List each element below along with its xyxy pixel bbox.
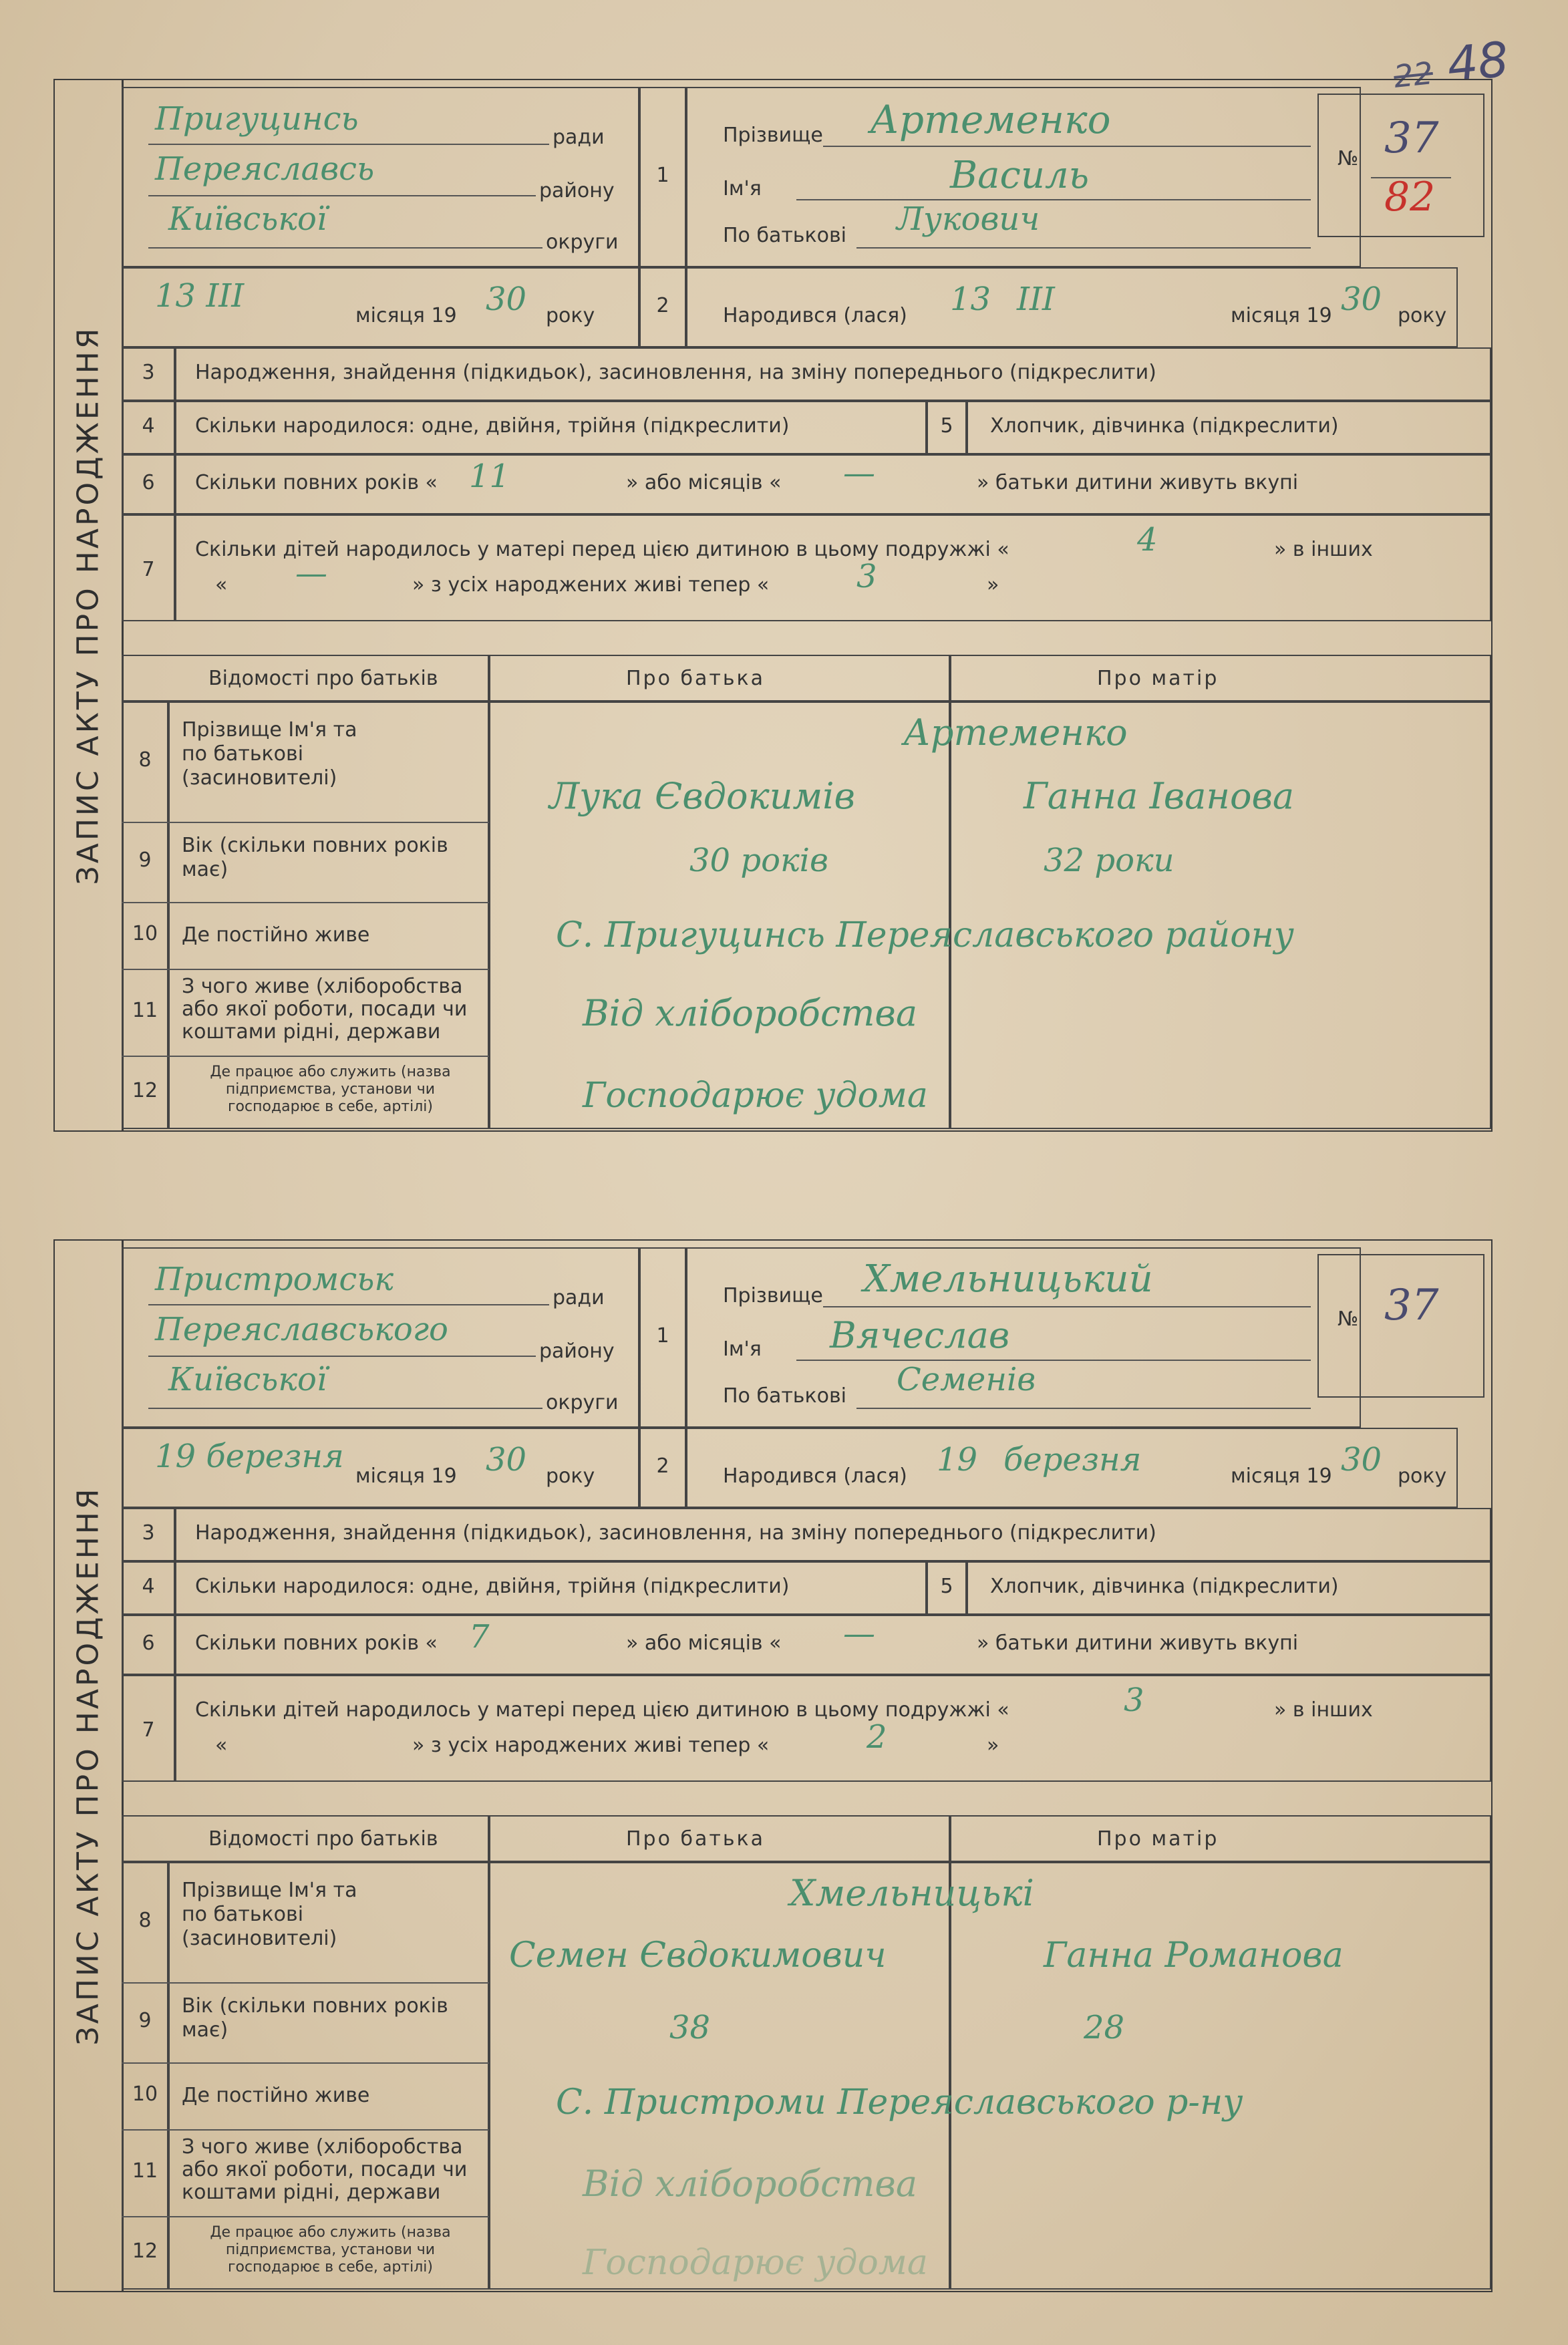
row-number: 4 — [142, 1575, 155, 1598]
row6-months: — — [843, 1615, 875, 1652]
row-number: 10 — [132, 2082, 158, 2106]
row9-father: 38 — [669, 2009, 711, 2046]
born-year: 30 — [1341, 281, 1382, 318]
name-label: Ім'я — [723, 177, 762, 200]
raion-value: Переяславсь — [155, 150, 375, 188]
row-number: 12 — [132, 1079, 158, 1102]
parents-header-mother: Про матір — [1097, 667, 1219, 690]
born-month: ІІІ — [1017, 281, 1055, 318]
parents-header-col3 — [950, 1815, 1491, 1862]
born-month: березня — [1003, 1441, 1142, 1478]
page-number: 48 — [1444, 31, 1511, 94]
row6-text-c: » батьки дитини живуть вкупі — [977, 1631, 1299, 1655]
row11-label: З чого живе (хліборобства або якої роботи, посади чи коштами рідні, держави — [182, 2135, 468, 2204]
row12-value: Господарює удома — [583, 2243, 928, 2283]
row-number: 1 — [656, 164, 669, 187]
raion-label: району — [539, 1340, 615, 1363]
born-day: 13 — [950, 281, 991, 318]
patronymic-label: По батькові — [723, 1384, 846, 1408]
row-number: 3 — [142, 1521, 155, 1545]
rada-label: ради — [553, 126, 605, 149]
row3-text: Народження, знайдення (підкидьок), засиновлення, на зміну попереднього (підкреслити) — [195, 1521, 1156, 1545]
row-number: 2 — [656, 294, 669, 317]
surname-label: Прізвище — [723, 124, 823, 147]
row12-label: Де працює або служить (назва підприємства, установи чи господарює в себе, артілі) — [210, 2224, 451, 2276]
row7-text-c: « — [215, 1734, 228, 1757]
surname-value: Артеменко — [870, 97, 1111, 142]
underline — [856, 247, 1311, 249]
surname-label: Прізвище — [723, 1284, 823, 1307]
side-title-panel — [55, 1241, 124, 2291]
row9-mother: 28 — [1084, 2009, 1125, 2046]
row8-mother: Ганна Романова — [1044, 1935, 1344, 1976]
row7-text-e: » — [987, 1734, 999, 1757]
row-number: 2 — [656, 1454, 669, 1478]
row9-mother: 32 роки — [1044, 842, 1174, 879]
born-month-label: місяця 19 — [1231, 1464, 1332, 1488]
row5-text: Хлопчик, дівчинка (підкреслити) — [990, 1575, 1339, 1598]
row11-label: З чого живе (хліборобства або якої роботи, посади чи коштами рідні, держави — [182, 975, 468, 1044]
reg-month-label: місяця 19 — [355, 304, 457, 327]
row-number: 11 — [132, 999, 158, 1022]
row7-count: 4 — [1137, 521, 1158, 559]
row-divider — [122, 2129, 489, 2131]
row7-text-a: Скільки дітей народилось у матері перед цією дитиною в цьому подружжі « — [195, 538, 1009, 561]
side-title: ЗАПИС АКТУ ПРО НАРОДЖЕННЯ — [71, 325, 106, 885]
underline — [856, 1408, 1311, 1409]
parents-header-father: Про батька — [626, 1827, 766, 1851]
record-number-red: 82 — [1384, 174, 1436, 220]
row7-cell — [175, 1675, 1491, 1782]
crossed-out-number: 22 — [1392, 55, 1435, 95]
parents-header-mother: Про матір — [1097, 1827, 1219, 1851]
row-number: 11 — [132, 2159, 158, 2183]
row4-text: Скільки народилося: одне, двійня, трійня (підкреслити) — [195, 414, 790, 438]
parents-header-col3 — [950, 655, 1491, 701]
record-number: 37 — [1384, 114, 1439, 163]
reg-year: 30 — [486, 1441, 527, 1478]
row-number: 9 — [138, 2009, 152, 2032]
row8-label: Прізвище Ім'я та по батькові (засиновителі) — [182, 718, 357, 790]
born-label: Народився (лася) — [723, 304, 907, 327]
reg-day-month: 19 березня — [155, 1438, 344, 1475]
record-number: 37 — [1384, 1281, 1439, 1330]
rada-label: ради — [553, 1286, 605, 1309]
parents-header-info: Відомості про батьків — [208, 1827, 438, 1851]
row-divider — [122, 2216, 489, 2217]
row7-alive: 3 — [856, 558, 877, 595]
row8-label: Прізвище Ім'я та по батькові (засиновителі) — [182, 1879, 357, 1950]
row7-text-e: » — [987, 573, 999, 597]
row6-years: 11 — [469, 458, 510, 495]
underline — [796, 1360, 1311, 1361]
born-year-label: року — [1398, 1464, 1447, 1488]
row11-value: Від хліборобства — [583, 2163, 918, 2205]
name-label: Ім'я — [723, 1338, 762, 1361]
born-label: Народився (лася) — [723, 1464, 907, 1488]
reg-day-month: 13 ІІІ — [155, 277, 245, 315]
row6-text-b: » або місяців « — [626, 1631, 782, 1655]
row4-text: Скільки народилося: одне, двійня, трійня (підкреслити) — [195, 1575, 790, 1598]
row10-value: С. Пригуцинсь Переяславського району — [556, 915, 1294, 955]
row7-text-c: « — [215, 573, 228, 597]
row8-surname: Хмельницькі — [790, 1872, 1034, 1914]
row-number: 8 — [138, 1909, 152, 1932]
underline — [148, 1408, 542, 1409]
patronymic-label: По батькові — [723, 224, 846, 247]
underline — [148, 1304, 549, 1305]
side-title: ЗАПИС АКТУ ПРО НАРОДЖЕННЯ — [71, 1486, 106, 2046]
reg-year-label: року — [546, 1464, 595, 1488]
row-divider — [122, 1982, 489, 1984]
number-label: № — [1338, 1307, 1359, 1331]
born-year-label: року — [1398, 304, 1447, 327]
row8-mother: Ганна Іванова — [1024, 775, 1295, 817]
number-label: № — [1338, 147, 1359, 170]
born-day: 19 — [937, 1441, 978, 1478]
row9-label: Вік (скільки повних років має) — [182, 1994, 448, 2042]
row6-text-c: » батьки дитини живуть вкупі — [977, 471, 1299, 494]
row8-father: Лука Євдокимів — [549, 775, 855, 817]
row-number: 5 — [940, 1575, 953, 1598]
row8-surname: Артеменко — [903, 712, 1128, 754]
row-number: 6 — [142, 1631, 155, 1655]
okruha-label: округи — [546, 1391, 619, 1414]
parents-header-father: Про батька — [626, 667, 766, 690]
patronymic-value: Семенів — [897, 1361, 1036, 1398]
name-value: Василь — [950, 154, 1090, 197]
row9-father: 30 років — [689, 842, 828, 879]
okruha-value: Київської — [168, 200, 327, 238]
okruha-label: округи — [546, 230, 619, 254]
row7-cell — [175, 514, 1491, 621]
row8-father: Семен Євдокимович — [509, 1935, 887, 1976]
row-number: 7 — [142, 558, 155, 581]
birth-record-form-2 — [53, 1239, 1493, 2292]
row-number: 7 — [142, 1718, 155, 1742]
reg-month-label: місяця 19 — [355, 1464, 457, 1488]
reg-year-label: року — [546, 304, 595, 327]
underline — [823, 146, 1311, 147]
okruha-value: Київської — [168, 1361, 327, 1398]
row-number: 8 — [138, 748, 152, 772]
underline — [148, 247, 542, 249]
birth-record-form-1 — [53, 79, 1493, 1132]
raion-value: Переяславського — [155, 1311, 448, 1348]
row-number: 6 — [142, 471, 155, 494]
row7-alive: 2 — [867, 1718, 887, 1756]
row-number: 9 — [138, 848, 152, 872]
row6-months: — — [843, 454, 875, 492]
row6-years: 7 — [469, 1618, 490, 1656]
row-number: 5 — [940, 414, 953, 438]
underline — [148, 195, 536, 196]
row10-label: Де постійно живе — [182, 923, 370, 947]
reg-year: 30 — [486, 281, 527, 318]
row7-text-d: » з усіх народжених живі тепер « — [412, 573, 770, 597]
born-year: 30 — [1341, 1441, 1382, 1478]
row7-other: — — [295, 555, 327, 592]
parents-header-info: Відомості про батьків — [208, 667, 438, 690]
mother-col — [950, 1862, 1491, 2290]
row7-text-b: » в інших — [1274, 538, 1373, 561]
row7-text-a: Скільки дітей народилось у матері перед цією дитиною в цьому подружжі « — [195, 1698, 1009, 1722]
row-number: 10 — [132, 922, 158, 945]
row6-text-a: Скільки повних років « — [195, 1631, 438, 1655]
underline — [148, 1356, 536, 1357]
row9-label: Вік (скільки повних років має) — [182, 834, 448, 881]
row-number: 1 — [656, 1324, 669, 1348]
underline — [823, 1306, 1311, 1307]
row-number: 12 — [132, 2239, 158, 2263]
raion-label: району — [539, 179, 615, 202]
row10-value: С. Пристроми Переяславського р-ну — [556, 2082, 1243, 2123]
row-divider — [122, 2062, 489, 2064]
row6-text-a: Скільки повних років « — [195, 471, 438, 494]
row-number: 4 — [142, 414, 155, 438]
born-month-label: місяця 19 — [1231, 304, 1332, 327]
row-divider — [122, 822, 489, 823]
row3-text: Народження, знайдення (підкидьок), засиновлення, на зміну попереднього (підкреслити) — [195, 361, 1156, 384]
row6-text-b: » або місяців « — [626, 471, 782, 494]
row12-value: Господарює удома — [583, 1076, 928, 1116]
row-number: 3 — [142, 361, 155, 384]
row-divider — [122, 1056, 489, 1057]
underline — [148, 144, 549, 145]
row-divider — [122, 902, 489, 903]
patronymic-value: Лукович — [897, 200, 1040, 238]
rada-value: Пристромськ — [155, 1261, 394, 1298]
underline — [796, 199, 1311, 200]
row7-count: 3 — [1124, 1682, 1144, 1719]
row5-text: Хлопчик, дівчинка (підкреслити) — [990, 414, 1339, 438]
row12-label: Де працює або служить (назва підприємства, установи чи господарює в себе, артілі) — [210, 1064, 451, 1115]
surname-value: Хмельницький — [863, 1257, 1153, 1301]
row11-value: Від хліборобства — [583, 992, 918, 1034]
name-value: Вячеслав — [830, 1314, 1010, 1356]
row-divider — [122, 969, 489, 970]
side-title-panel — [55, 80, 124, 1130]
row7-text-d: » з усіх народжених живі тепер « — [412, 1734, 770, 1757]
row10-label: Де постійно живе — [182, 2084, 370, 2107]
row7-text-b: » в інших — [1274, 1698, 1373, 1722]
father-col — [489, 1862, 950, 2290]
rada-value: Пригуцинсь — [155, 100, 359, 138]
